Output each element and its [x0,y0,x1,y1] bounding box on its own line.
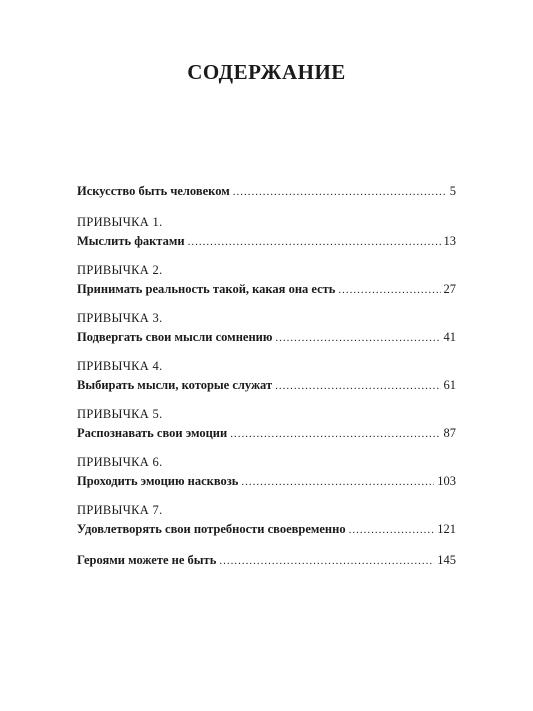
toc-line [77,552,456,569]
page-title: СОДЕРЖАНИЕ [187,60,346,84]
toc-page-number: 13 [443,234,456,248]
toc-entry-habit-3[interactable] [77,310,456,346]
dot-leader [338,282,440,298]
dot-leader [230,426,440,442]
habit-label: ПРИВЫЧКА 5. [77,407,163,421]
toc-line [77,377,456,394]
toc-entry-intro[interactable] [77,183,456,200]
dot-leader [275,330,440,346]
habit-label: ПРИВЫЧКА 2. [77,263,163,277]
toc-line [77,521,456,538]
toc-entry-conclusion[interactable] [77,552,456,569]
dot-leader [219,553,434,569]
dot-leader [241,474,434,490]
toc-page-number: 41 [443,330,456,344]
toc-entry-title: Распознавать свои эмоции [77,426,228,440]
table-of-contents [77,183,456,581]
toc-entry-habit-7[interactable] [77,502,456,538]
toc-entry-title: Проходить эмоцию насквозь [77,474,239,488]
dot-leader [188,234,441,250]
toc-line [77,425,456,442]
toc-entry-title: Искусство быть человеком [77,184,230,198]
toc-line [77,329,456,346]
habit-label: ПРИВЫЧКА 4. [77,359,163,373]
habit-label: ПРИВЫЧКА 7. [77,503,163,517]
toc-page-number: 87 [443,426,456,440]
toc-entry-title: Героями можете не быть [77,553,217,567]
toc-page-number: 121 [437,522,456,536]
toc-page-number: 27 [443,282,456,296]
toc-line [77,281,456,298]
habit-label: ПРИВЫЧКА 3. [77,311,163,325]
toc-entry-title: Мыслить фактами [77,234,185,248]
toc-entry-title: Подвергать свои мысли сомнению [77,330,273,344]
toc-entry-habit-4[interactable] [77,358,456,394]
toc-entry-habit-2[interactable] [77,262,456,298]
toc-line [77,233,456,250]
toc-page-number: 5 [449,184,456,198]
toc-entry-habit-6[interactable] [77,454,456,490]
toc-page-number: 145 [437,553,456,567]
toc-entry-title: Выбирать мысли, которые служат [77,378,273,392]
toc-entry-habit-5[interactable] [77,406,456,442]
dot-leader [233,184,447,200]
toc-line [77,183,456,200]
toc-page-number: 61 [443,378,456,392]
toc-entry-habit-1[interactable] [77,214,456,250]
habit-label: ПРИВЫЧКА 6. [77,455,163,469]
dot-leader [349,522,435,538]
habit-label: ПРИВЫЧКА 1. [77,215,163,229]
toc-entry-title: Принимать реальность такой, какая она есть [77,282,336,296]
toc-page-number: 103 [437,474,456,488]
toc-line [77,473,456,490]
dot-leader [275,378,440,394]
toc-entry-title: Удовлетворять свои потребности своевременно [77,522,346,536]
